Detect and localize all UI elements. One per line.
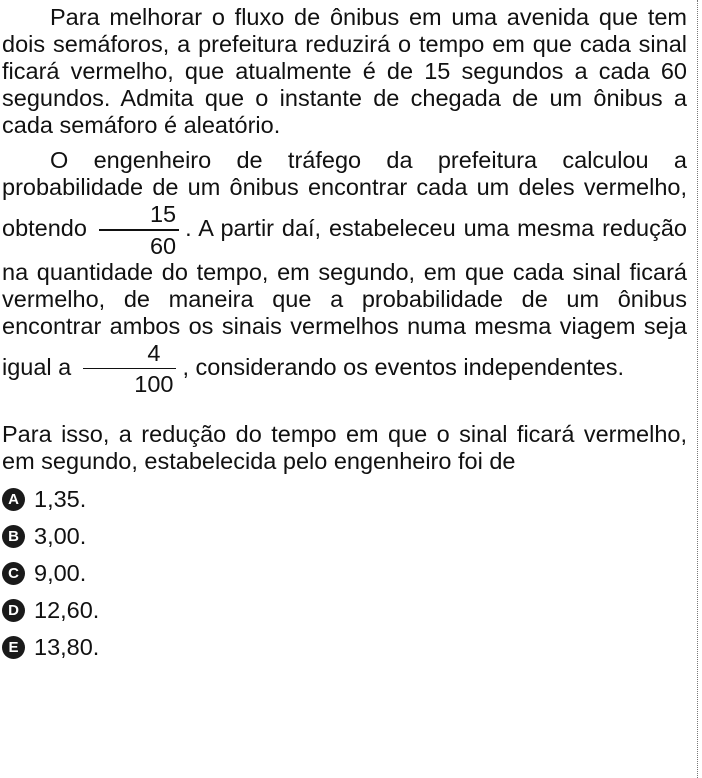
option-e[interactable] (2, 629, 687, 666)
paragraph-2-text-a: O engenheiro de tráfego da prefeitura calculou a probabilidade de um ônibus encontrar cada um deles vermelho, obtendo (2, 147, 687, 241)
question-paragraph-2 (2, 147, 687, 397)
fraction-2-numerator: 4 (147, 339, 161, 366)
option-b[interactable] (2, 518, 687, 555)
question-page (2, 4, 687, 666)
option-c[interactable] (2, 555, 687, 592)
option-a-letter-badge: A (2, 488, 25, 511)
question-prompt: Para isso, a redução do tempo em que o sinal ficará vermelho, em segundo, estabelecida pelo engenheiro foi de (2, 421, 687, 474)
fraction-15-60 (99, 201, 179, 259)
fraction-1-bar (99, 229, 179, 231)
fraction-2-denominator: 100 (134, 371, 174, 397)
option-b-letter-badge: B (2, 525, 25, 548)
question-paragraph-1: Para melhorar o fluxo de ônibus em uma avenida que tem dois semáforos, a prefeitura reduzirá o tempo em que cada sinal ficará vermelho, que atualmente é de 15 segundos a cada 60 segundos. Admita que o instante de chegada de um ônibus a cada semáforo é aleatório. (2, 4, 687, 138)
option-a-text: 1,35. (34, 486, 87, 512)
option-d-text: 12,60. (34, 597, 100, 623)
paragraph-2-text-c: , considerando os eventos independentes. (182, 353, 625, 380)
option-b-text: 3,00. (34, 523, 87, 549)
option-c-letter-badge: C (2, 562, 25, 585)
option-c-text: 9,00. (34, 560, 87, 586)
fraction-1-denominator: 60 (149, 232, 177, 259)
fraction-1-numerator: 15 (149, 201, 177, 227)
fraction-2-bar (83, 368, 176, 370)
option-a[interactable] (2, 481, 687, 518)
fraction-4-100 (83, 340, 176, 398)
option-d-letter-badge: D (2, 599, 25, 622)
option-e-letter-badge: E (2, 636, 25, 659)
answer-options (2, 481, 687, 666)
option-d[interactable] (2, 592, 687, 629)
paragraph-2-text-b: . A partir daí, estabeleceu uma mesma redução na quantidade do tempo, em segundo, em que cada sinal ficará vermelho, de maneira que a probabilidade de um ônibus encontrar ambos os sinais vermelhos numa mesma viagem seja igual a (2, 214, 687, 380)
option-e-text: 13,80. (34, 634, 100, 660)
page-edge-dotted-rule (697, 0, 699, 778)
